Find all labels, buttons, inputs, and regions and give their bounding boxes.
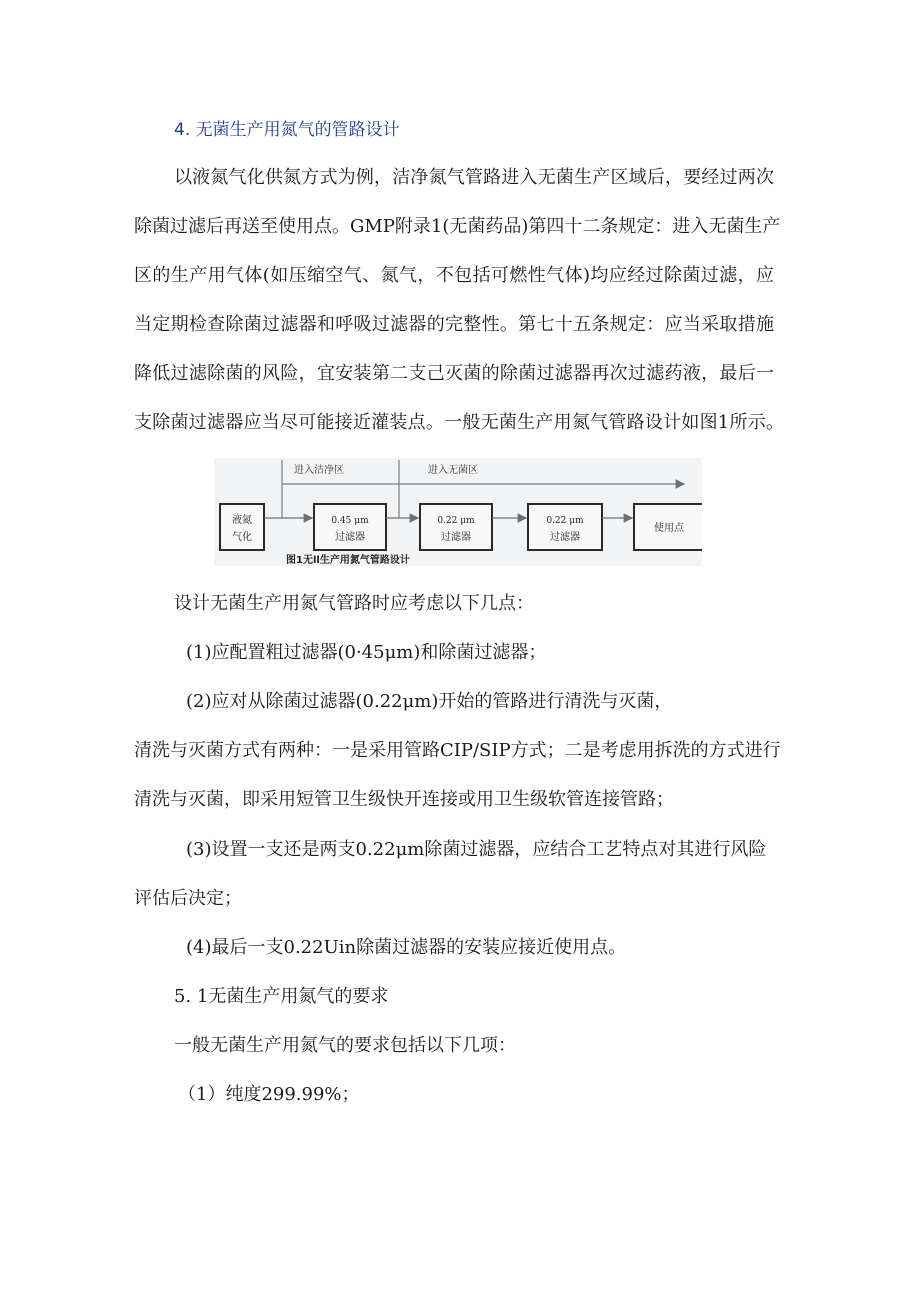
filter-022-1-label-2: 过滤器 [441, 532, 471, 543]
zone-label-sterile: 进入无菌区 [428, 465, 478, 476]
filter-022-box-2 [528, 504, 602, 550]
consideration-item-3-continued: 评估后决定； [134, 888, 242, 909]
filter-022-2-label-1: 0.22 μm [546, 516, 584, 526]
use-point-label: 使用点 [654, 523, 684, 534]
figure-caption: 图1无ll生产用氮气管路设计 [286, 555, 410, 566]
source-box [220, 504, 264, 550]
filter-022-1-label-1: 0.22 μm [437, 516, 475, 526]
filter-045-label-2: 过滤器 [335, 532, 365, 543]
considerations-intro: 设计无菌生产用氮气管路时应考虑以下几点： [174, 593, 534, 614]
consideration-item-2-continued: 清洗与灭菌，即采用短管卫生级快开连接或用卫生级软管连接管路； [134, 789, 674, 810]
consideration-item-4: (4)最后一支0.22Uin除菌过滤器的安装应接近使用点。 [186, 937, 627, 958]
pipeline-diagram-svg [214, 458, 702, 566]
paragraph-line: 区的生产用气体(如压缩空气、氮气，不包括可燃性气体)均应经过除菌过滤，应 [134, 265, 774, 286]
filter-022-box-1 [420, 504, 492, 550]
filter-022-2-label-2: 过滤器 [550, 532, 580, 543]
paragraph-line: 以液氮气化供氮方式为例，洁净氮气管路进入无菌生产区域后，要经过两次 [174, 167, 774, 188]
paragraph-line: 除菌过滤后再送至使用点。GMP附录1(无菌药品)第四十二条规定：进入无菌生产 [134, 216, 781, 237]
pipeline-diagram [214, 458, 702, 566]
paragraph-line: 支除菌过滤器应当尽可能接近灌装点。一般无菌生产用氮气管路设计如图1所示。 [134, 412, 784, 433]
source-box-label-1: 液氮 [232, 515, 252, 526]
filter-045-box [314, 504, 386, 550]
section-5-intro: 一般无菌生产用氮气的要求包括以下几项： [174, 1035, 516, 1056]
consideration-item-2: (2)应对从除菌过滤器(0.22μm)开始的管路进行清洗与灭菌， [186, 691, 673, 712]
consideration-item-3: (3)设置一支还是两支0.22μm除菌过滤器，应结合工艺特点对其进行风险 [186, 839, 767, 860]
source-box-label-2: 气化 [232, 532, 252, 543]
paragraph-line: 当定期检查除菌过滤器和呼吸过滤器的完整性。第七十五条规定：应当采取措施 [134, 314, 774, 335]
consideration-item-2-continued: 清洗与灭菌方式有两种：一是采用管路CIP/SIP方式；二是考虑用拆洗的方式进行 [134, 740, 781, 761]
section-5-heading: 5. 1无菌生产用氮气的要求 [174, 986, 389, 1007]
section-5-item-1: （1）纯度299.99%； [178, 1084, 360, 1105]
zone-label-clean: 进入洁净区 [294, 465, 344, 476]
paragraph-line: 降低过滤除菌的风险，宜安装第二支己灭菌的除菌过滤器再次过滤药液，最后一 [134, 363, 774, 384]
section-4-heading: 4. 无菌生产用氮气的管路设计 [174, 120, 400, 140]
filter-045-label-1: 0.45 μm [331, 516, 369, 526]
consideration-item-1: (1)应配置粗过滤器(0·45μm)和除菌过滤器； [186, 642, 547, 663]
